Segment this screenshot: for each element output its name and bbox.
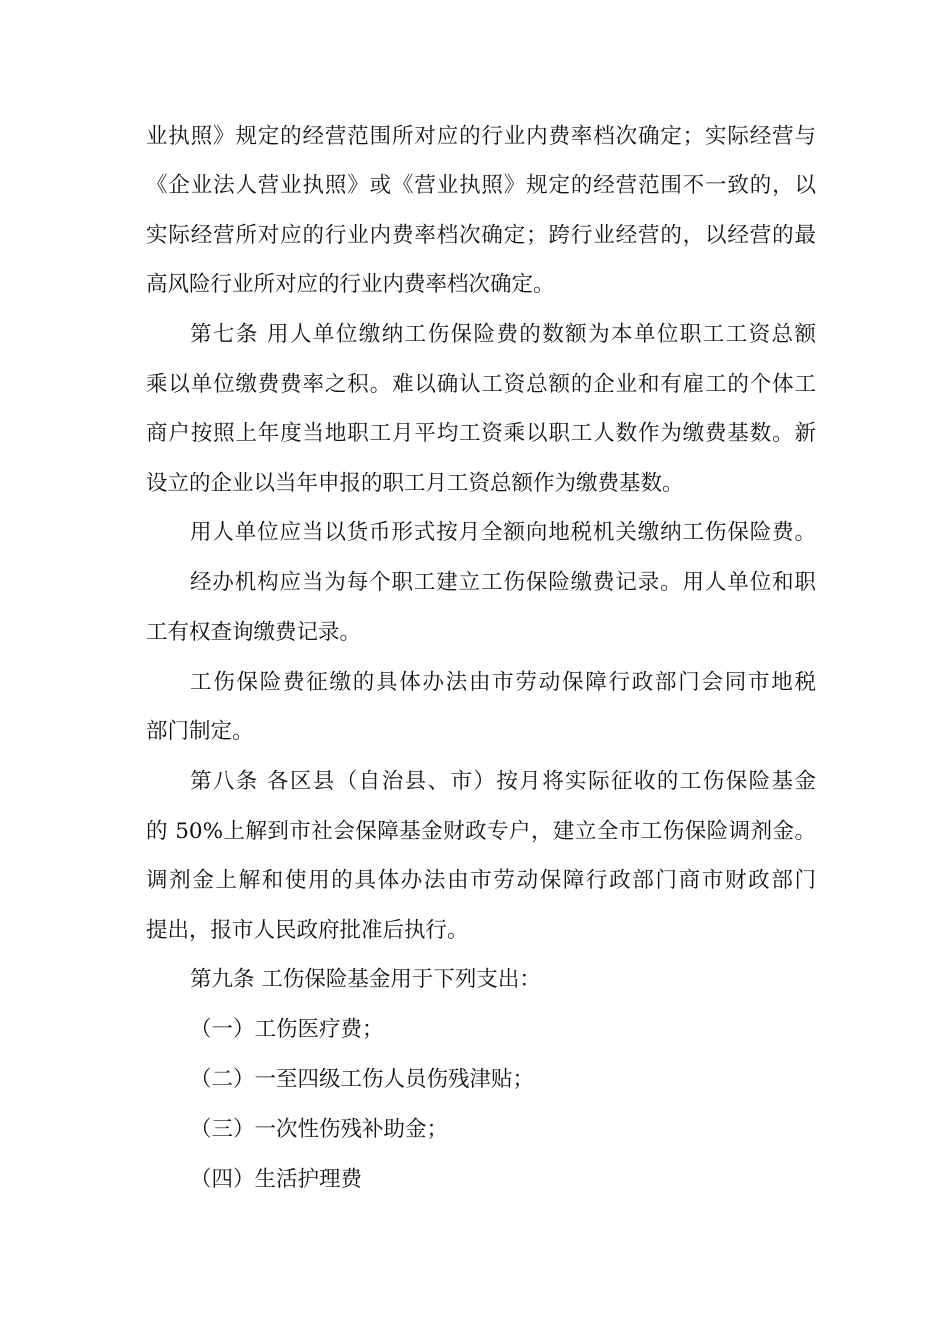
text-line: 工有权查询缴费记录。 xyxy=(146,620,362,645)
article-8-heading-line: 第八条 各区县（自治县、市）按月将实际征收的工伤保险基金 xyxy=(190,769,816,794)
text-line: 实际经营所对应的行业内费率档次确定；跨行业经营的，以经营的最 xyxy=(146,223,816,248)
text-line: 业执照》规定的经营范围所对应的行业内费率档次确定；实际经营与 xyxy=(146,124,816,149)
text-line: 高风险行业所对应的行业内费率档次确定。 xyxy=(146,272,555,297)
text-line: 调剂金上解和使用的具体办法由市劳动保障行政部门商市财政部门 xyxy=(146,868,816,893)
article-7-heading-line: 第七条 用人单位缴纳工伤保险费的数额为本单位职工工资总额 xyxy=(190,322,816,347)
text-line: 商户按照上年度当地职工月平均工资乘以职工人数作为缴费基数。新 xyxy=(146,421,816,446)
list-item: （三）一次性伤残补助金； xyxy=(190,1117,449,1142)
list-item: （二）一至四级工伤人员伤残津贴； xyxy=(190,1067,535,1092)
text-line: 提出，报市人民政府批准后执行。 xyxy=(146,918,469,943)
text-line: 《企业法人营业执照》或《营业执照》规定的经营范围不一致的，以 xyxy=(146,173,816,198)
text-line: 的 50%上解到市社会保障基金财政专户，建立全市工伤保险调剂金。 xyxy=(146,819,816,844)
text-line: 设立的企业以当年申报的职工月工资总额作为缴费基数。 xyxy=(146,471,684,496)
list-item: （一）工伤医疗费； xyxy=(190,1017,384,1042)
text-line: 经办机构应当为每个职工建立工伤保险缴费记录。用人单位和职 xyxy=(190,570,816,595)
text-line: 工伤保险费征缴的具体办法由市劳动保障行政部门会同市地税 xyxy=(190,670,816,695)
article-9-heading-line: 第九条 工伤保险基金用于下列支出： xyxy=(190,967,541,992)
text-line: 乘以单位缴费费率之积。难以确认工资总额的企业和有雇工的个体工 xyxy=(146,372,816,397)
text-line: 部门制定。 xyxy=(146,719,254,744)
text-line: 用人单位应当以货币形式按月全额向地税机关缴纳工伤保险费。 xyxy=(190,520,816,545)
list-item: （四）生活护理费 xyxy=(190,1167,363,1192)
